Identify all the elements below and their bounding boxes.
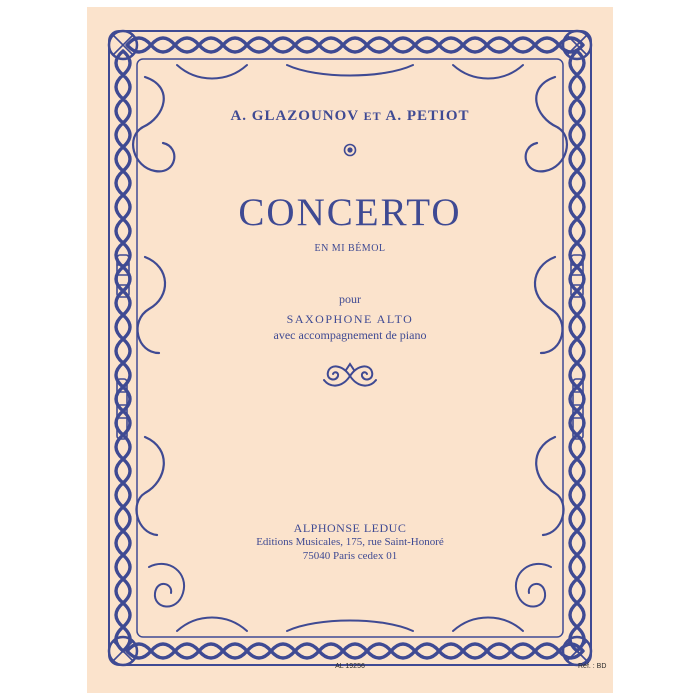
author-glazounov: A. GLAZOUNOV xyxy=(230,108,359,124)
reference-code: Réf. : BD xyxy=(578,663,607,670)
author-petiot: A. PETIOT xyxy=(385,108,470,124)
authors-conjunction: ET xyxy=(363,109,382,123)
score-cover xyxy=(87,7,613,693)
publisher-name: ALPHONSE LEDUC xyxy=(293,521,407,535)
catalog-number: AL 19256 xyxy=(335,663,365,670)
pour-label: pour xyxy=(339,292,361,306)
authors-line xyxy=(87,108,613,125)
scroll-ornament-icon xyxy=(320,360,380,392)
instrument-label: SAXOPHONE ALTO xyxy=(286,312,414,326)
work-title: CONCERTO xyxy=(238,191,462,234)
accompaniment-label: avec accompagnement de piano xyxy=(273,328,427,342)
work-key: EN MI BÉMOL xyxy=(314,243,386,254)
publisher-address-line1: Editions Musicales, 175, rue Saint-Honoré xyxy=(256,536,444,548)
publisher-address-line2: 75040 Paris cedex 01 xyxy=(302,550,398,562)
publisher-emblem-icon xyxy=(343,143,357,157)
